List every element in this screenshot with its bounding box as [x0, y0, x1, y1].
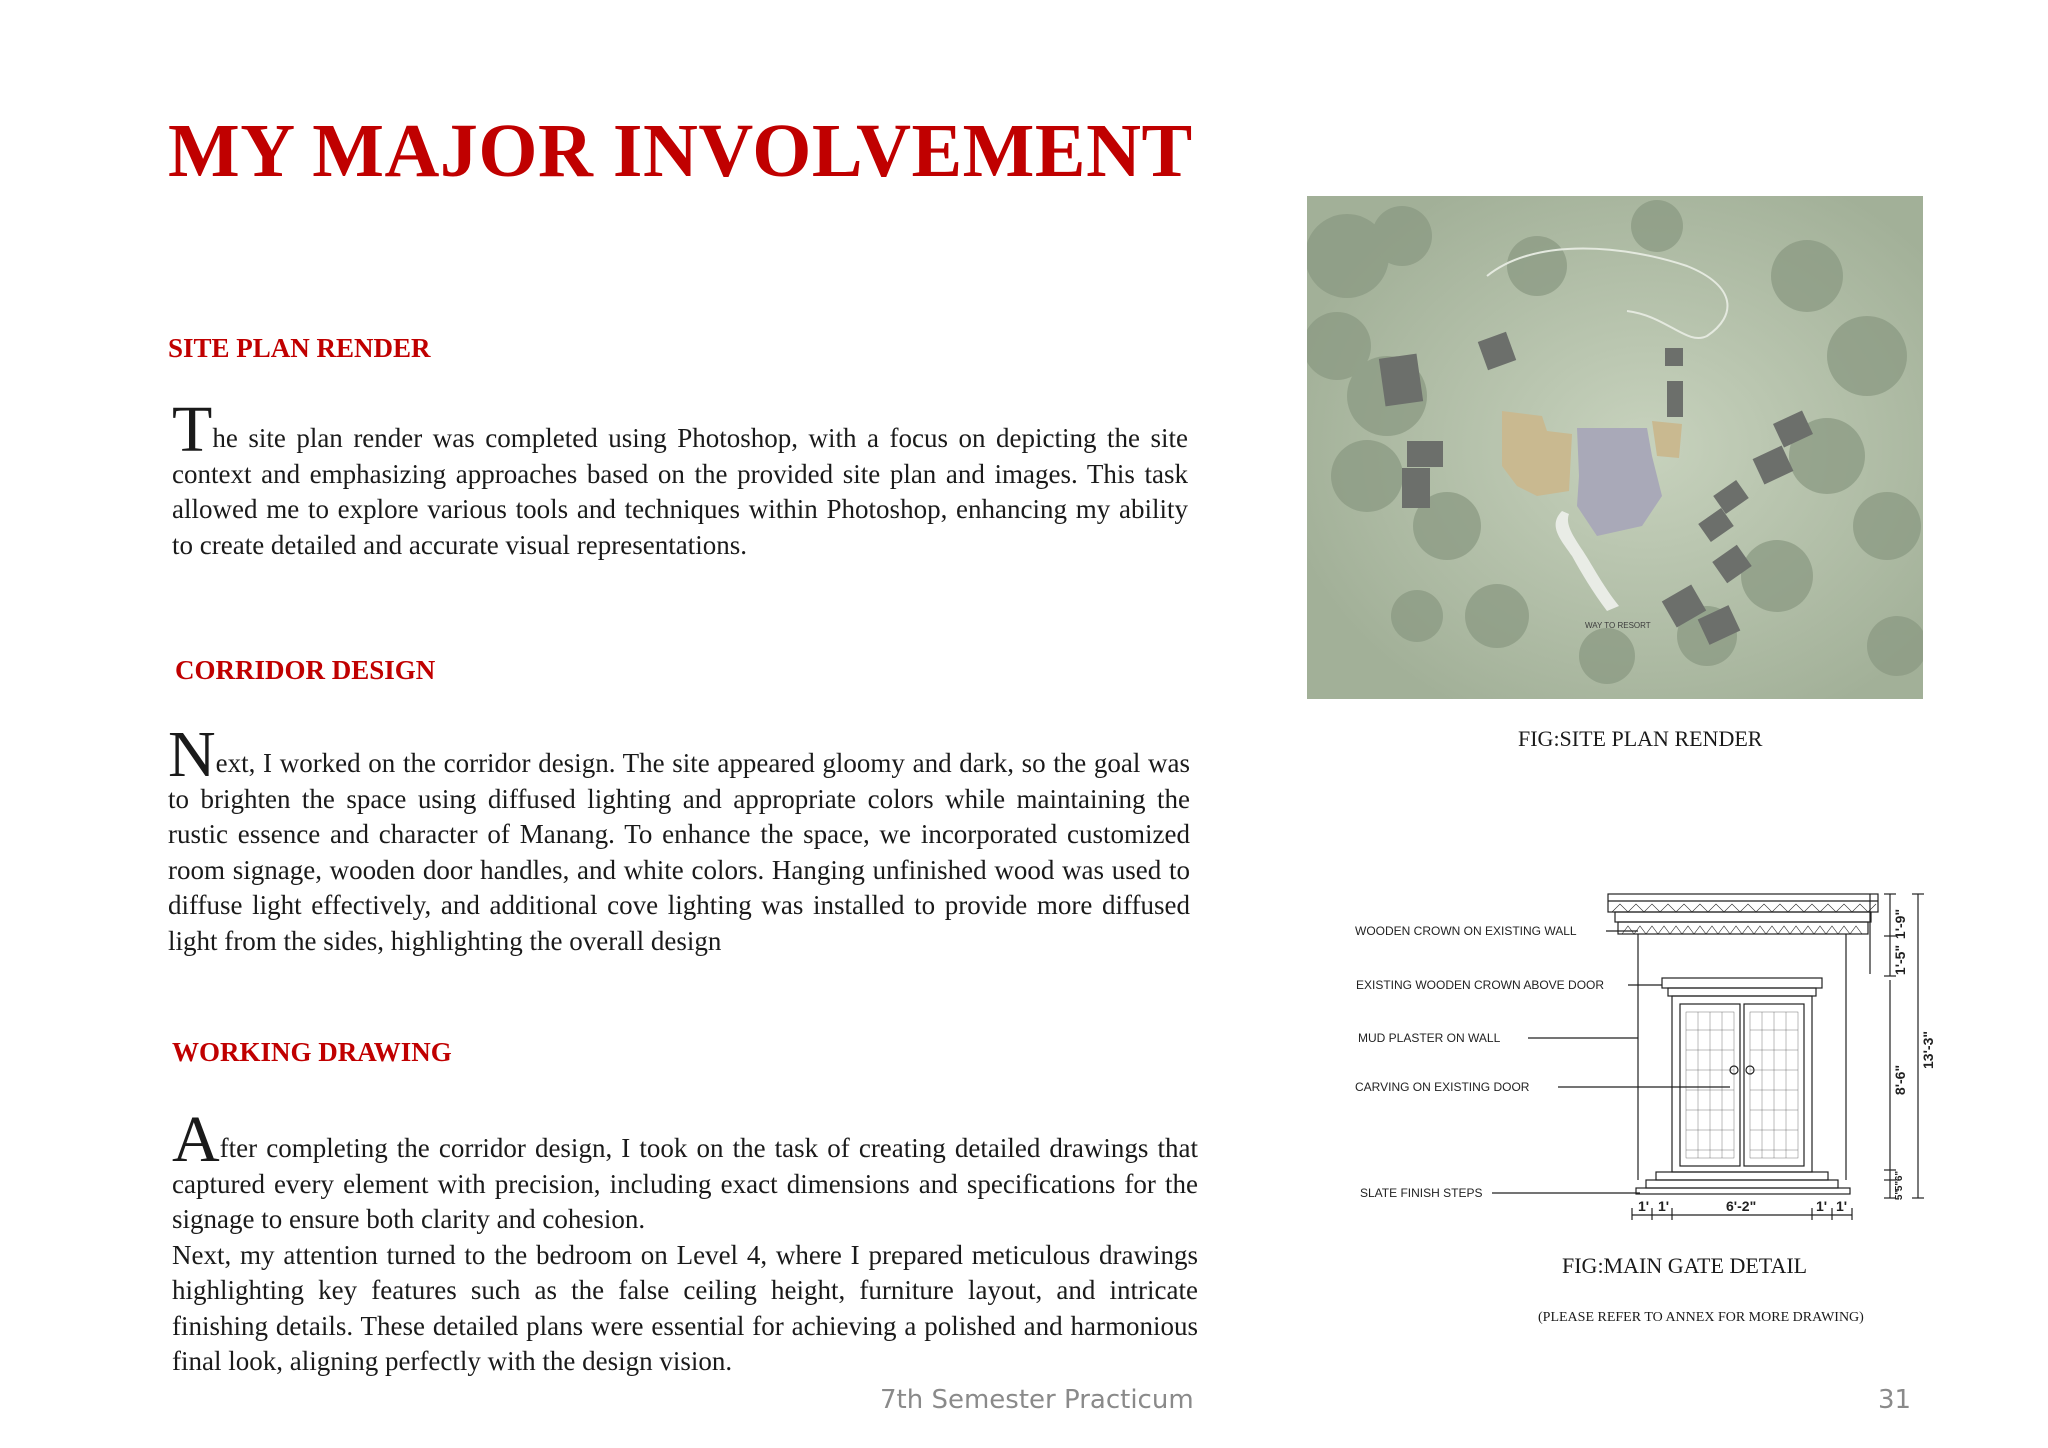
dim-bottom-1: 1': [1638, 1198, 1650, 1214]
footer-label: 7th Semester Practicum: [880, 1385, 1194, 1415]
gate-caption: FIG:MAIN GATE DETAIL: [1562, 1253, 1808, 1278]
dropcap: N: [168, 718, 216, 791]
label-mud-plaster: MUD PLASTER ON WALL: [1358, 1031, 1501, 1045]
dim-right-1: 1'-9": [1892, 908, 1908, 940]
dim-bottom-3: 6'-2": [1726, 1198, 1757, 1214]
page-number: 31: [1878, 1385, 1912, 1415]
main-gate-drawing: [1340, 880, 1960, 1220]
dim-right-2: 1'-5": [1892, 944, 1908, 976]
paragraph-text: he site plan render was completed using Photoshop, with a focus on depicting the site context and emphasizing approaches based on the provided site plan and images. This task allowed me to explore various tools and techniques within Photoshop, enhancing my ability to create detailed and accurate visual representations.: [172, 423, 1188, 560]
way-to-resort-label: WAY TO RESORT: [1585, 621, 1651, 630]
dim-right-5: 6": [1894, 1170, 1905, 1182]
dim-bottom-2: 1': [1658, 1198, 1670, 1214]
dim-bottom-4: 1': [1816, 1198, 1828, 1214]
label-carving: CARVING ON EXISTING DOOR: [1355, 1080, 1530, 1094]
annex-note: (PLEASE REFER TO ANNEX FOR MORE DRAWING): [1538, 1310, 1864, 1325]
section-heading-working-drawing: WORKING DRAWING: [172, 1037, 452, 1067]
section-body-corridor: [168, 718, 1190, 959]
dim-right-7: 5": [1894, 1189, 1905, 1201]
paragraph-text: fter completing the corridor design, I took on the task of creating detailed drawings that captured every element with precision, including exact dimensions and specifications for the signage to ensure both clarity and cohesion.: [172, 1133, 1198, 1234]
label-wooden-crown: WOODEN CROWN ON EXISTING WALL: [1355, 924, 1577, 938]
section-body-working-drawing: [172, 1103, 1198, 1380]
dropcap: T: [172, 393, 213, 466]
dim-right-4: 13'-3": [1920, 1031, 1936, 1069]
label-slate-steps: SLATE FINISH STEPS: [1360, 1186, 1483, 1200]
site-plan-caption: FIG:SITE PLAN RENDER: [1518, 726, 1763, 751]
dim-right-3: 8'-6": [1892, 1064, 1908, 1096]
site-plan-render-image: [1307, 196, 1923, 699]
paragraph-text-2: Next, my attention turned to the bedroom on Level 4, where I prepared meticulous drawings highlighting key features such as the false ceiling height, furniture layout, and intricate finishing details. These detailed plans were essential for achieving a polished and harmonious final look, aligning perfectly with the design vision.: [172, 1239, 1198, 1376]
dropcap: A: [172, 1103, 220, 1176]
section-body-site-plan: [172, 393, 1188, 563]
dim-bottom-5: 1': [1836, 1198, 1848, 1214]
section-heading-corridor: CORRIDOR DESIGN: [175, 655, 436, 685]
page-title: MY MAJOR INVOLVEMENT: [168, 109, 1193, 193]
dim-right-6: 5": [1894, 1180, 1905, 1192]
label-existing-crown: EXISTING WOODEN CROWN ABOVE DOOR: [1356, 978, 1605, 992]
section-heading-site-plan: SITE PLAN RENDER: [168, 333, 431, 363]
paragraph-text: ext, I worked on the corridor design. The site appeared gloomy and dark, so the goal was to brighten the space using diffused lighting and appropriate colors while maintaining the rustic essence and character of Manang. To enhance the space, we incorporated customized room signage, wooden door handles, and white colors. Hanging unfinished wood was used to diffuse light effectively, and additional cove lighting was installed to provide more diffused light from the sides, highlighting the overall design: [168, 748, 1190, 956]
